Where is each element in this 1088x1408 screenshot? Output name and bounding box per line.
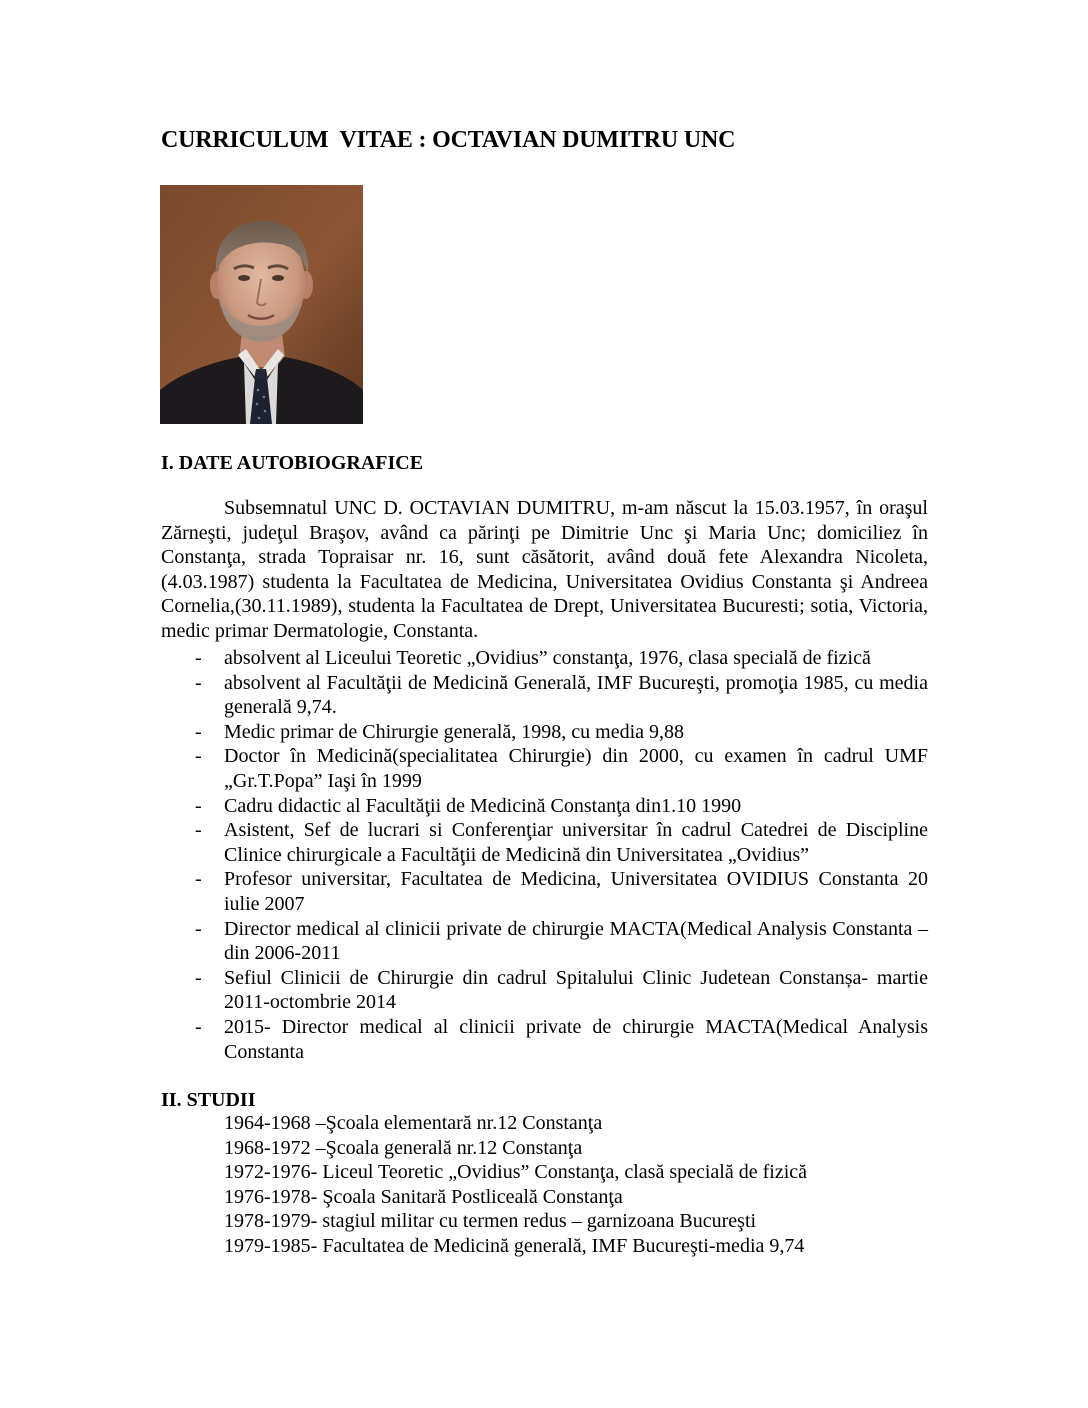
bullet-dash: -: [195, 671, 202, 694]
studies-list: [224, 1111, 807, 1259]
bullet-dash: -: [195, 647, 202, 669]
list-item-text: Director medical al clinicii private de chirurgie MACTA(Medical Analysis Constanta – din 2006-2011: [224, 917, 928, 965]
list-item: [161, 720, 928, 745]
list-item: [161, 744, 928, 793]
list-item: [161, 818, 928, 867]
list-item-text: Doctor în Medicină(specialitatea Chirurgie) din 2000, cu examen în cadrul UMF „Gr.T.Popa” Iaşi în 1999: [224, 745, 928, 792]
list-item-text: Profesor universitar, Facultatea de Medicina, Universitatea OVIDIUS Constanta 20 iulie 2007: [224, 868, 928, 915]
studies-item: 1979-1985- Facultatea de Medicină generală, IMF Bucureşti-media 9,74: [224, 1234, 805, 1257]
bullet-dash: -: [195, 966, 202, 989]
bullet-dash: -: [195, 917, 202, 940]
bullet-dash: -: [195, 819, 202, 842]
studies-item: 1968-1972 –Şcoala generală nr.12 Constanţa: [224, 1136, 583, 1159]
section-heading-studii: II. STUDII: [161, 1089, 256, 1111]
list-item-text: Cadru didactic al Facultăţii de Medicină Constanţa din1.10 1990: [224, 794, 742, 817]
list-item-text: Medic primar de Chirurgie generală, 1998, cu media 9,88: [224, 720, 685, 743]
portrait-photo: [160, 185, 363, 424]
list-item: [161, 1015, 928, 1064]
list-item-text: absolvent al Liceului Teoretic „Ovidius” constanţa, 1976, clasa specială de fizică: [224, 647, 871, 669]
list-item: [161, 646, 928, 671]
section-heading-date-autobiografice: I. DATE AUTOBIOGRAFICE: [161, 452, 424, 474]
list-item-text: absolvent al Facultăţii de Medicină Generală, IMF Bucureşti, promoţia 1985, cu media generală 9,74.: [224, 671, 928, 719]
list-item: [161, 966, 928, 1015]
bullet-dash: -: [195, 720, 202, 743]
bullet-dash: -: [195, 794, 202, 817]
list-item: [161, 917, 928, 966]
intro-paragraph: Subsemnatul UNC D. OCTAVIAN DUMITRU, m-am născut la 15.03.1957, în oraşul Zărneşti, judeţul Braşov, având ca părinţi pe Dimitrie Unc şi Maria Unc; domiciliez în Constanţa, strada Topraisar nr. 16, sunt căsătorit, având două fete Alexandra Nicoleta,(4.03.1987) studenta la Facultatea de Medicina, Universitatea Ovidius Constanta şi Andreea Cornelia,(30.11.1989), studenta la Facultatea de Drept, Universitatea Bucuresti; sotia, Victoria, medic primar Dermatologie, Constanta.: [161, 497, 928, 642]
list-item: [161, 794, 928, 819]
list-item: [161, 671, 928, 720]
list-item-text: Sefiul Clinicii de Chirurgie din cadrul Spitalului Clinic Judetean Constanșa- martie 2011-octombrie 2014: [224, 966, 928, 1014]
studies-item: 1978-1979- stagiul militar cu termen redus – garnizoana Bucureşti: [224, 1210, 757, 1233]
bullet-dash: -: [195, 1015, 202, 1038]
studies-item: 1964-1968 –Şcoala elementară nr.12 Constanţa: [224, 1112, 603, 1134]
list-item-text: 2015- Director medical al clinicii private de chirurgie MACTA(Medical Analysis Constanta: [224, 1015, 928, 1063]
page-title: CURRICULUM VITAE : OCTAVIAN DUMITRU UNC: [161, 127, 736, 153]
studies-item: 1972-1976- Liceul Teoretic „Ovidius” Constanţa, clasă specială de fizică: [224, 1161, 808, 1184]
list-item: [161, 867, 928, 916]
career-list: [161, 646, 928, 1064]
list-item-text: Asistent, Sef de lucrari si Conferenţiar universitar în cadrul Catedrei de Discipline Clinice chirurgicale a Facultăţii de Medicină din Universitatea „Ovidius”: [224, 819, 928, 866]
bullet-dash: -: [195, 868, 202, 891]
studies-item: 1976-1978- Şcoala Sanitară Postliceală Constanţa: [224, 1185, 623, 1208]
bullet-dash: -: [195, 745, 202, 768]
